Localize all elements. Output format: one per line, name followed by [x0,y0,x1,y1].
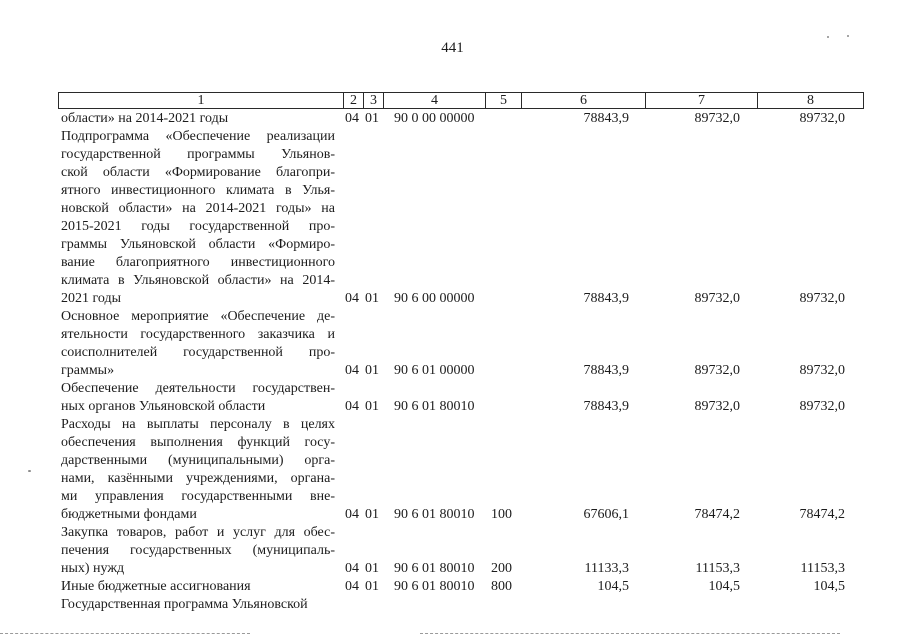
description-line: граммы Ульяновской области «Формиро- [61,237,335,252]
amount-col-6: 78843,9 [583,399,629,414]
description-line: нами, казёнными учреждениями, органа- [61,471,335,486]
description-line: Государственная программа Ульяновской [61,597,308,612]
column-header-2: 2 [344,93,364,109]
amount-col-8: 89732,0 [799,111,845,126]
column-header-1: 1 [59,93,344,109]
subsection-code: 01 [365,111,379,126]
row-description [61,596,335,614]
target-article-code: 90 6 01 00000 [394,363,475,378]
row-description [61,380,335,416]
expense-type-code: 100 [491,507,512,522]
description-line: бюджетными фондами [61,507,197,522]
amount-col-8: 89732,0 [799,399,845,414]
table-row [0,380,905,416]
subsection-code: 01 [365,561,379,576]
section-code: 04 [345,579,359,594]
amount-col-6: 67606,1 [583,507,629,522]
amount-col-7: 89732,0 [694,291,740,306]
amount-col-7: 89732,0 [694,111,740,126]
description-line: дарственными (муниципальными) орга- [61,453,335,468]
description-line: 2015-2021 годы государственной про- [61,219,335,234]
scan-speck [28,470,31,472]
description-line: ской области «Формирование благопри- [61,165,335,180]
column-header-6: 6 [522,93,646,109]
row-description [61,578,335,596]
section-code: 04 [345,561,359,576]
table-row [0,128,905,308]
scan-speck [847,35,849,37]
description-line: соисполнителей государственной про- [61,345,335,360]
row-description [61,308,335,380]
section-code: 04 [345,111,359,126]
expense-type-code: 200 [491,561,512,576]
subsection-code: 01 [365,507,379,522]
expense-type-code: 800 [491,579,512,594]
subsection-code: 01 [365,363,379,378]
section-code: 04 [345,399,359,414]
description-line: Подпрограмма «Обеспечение реализации [61,129,335,144]
description-line: вание благоприятного инвестиционного [61,255,335,270]
description-line: Основное мероприятие «Обеспечение де- [61,309,335,324]
description-line: обеспечения выполнения функций госу- [61,435,335,450]
amount-col-7: 11153,3 [695,561,740,576]
target-article-code: 90 6 01 80010 [394,399,475,414]
target-article-code: 90 6 01 80010 [394,507,475,522]
subsection-code: 01 [365,579,379,594]
footer-dashed-rule [420,633,840,634]
description-line: области» на 2014-2021 годы [61,111,229,126]
description-line: граммы» [61,363,115,378]
amount-col-7: 104,5 [708,579,740,594]
description-line: Обеспечение деятельности государствен- [61,381,335,396]
section-code: 04 [345,291,359,306]
description-line: новской области» на 2014-2021 годы» на [61,201,335,216]
target-article-code: 90 6 01 80010 [394,561,475,576]
amount-col-8: 11153,3 [800,561,845,576]
amount-col-8: 89732,0 [799,363,845,378]
column-header-5: 5 [486,93,522,109]
row-description [61,110,335,128]
description-line: 2021 годы [61,291,122,306]
amount-col-7: 78474,2 [694,507,740,522]
table-row [0,578,905,596]
description-line: Закупка товаров, работ и услуг для обес- [61,525,335,540]
description-line: климата в Ульяновской области» на 2014- [61,273,335,288]
description-line: Иные бюджетные ассигнования [61,579,251,594]
section-code: 04 [345,363,359,378]
column-header-7: 7 [646,93,758,109]
column-header-table [58,92,864,109]
section-code: 04 [345,507,359,522]
target-article-code: 90 0 00 00000 [394,111,475,126]
amount-col-6: 104,5 [597,579,629,594]
description-line: печения государственных (муниципаль- [61,543,335,558]
description-line: ятельности государственного заказчика и [61,327,335,342]
amount-col-8: 104,5 [813,579,845,594]
description-line: Расходы на выплаты персоналу в целях [61,417,335,432]
amount-col-8: 78474,2 [799,507,845,522]
amount-col-7: 89732,0 [694,363,740,378]
description-line: ных) нужд [61,561,125,576]
target-article-code: 90 6 00 00000 [394,291,475,306]
column-header-3: 3 [364,93,384,109]
description-line: государственной программы Ульянов- [61,147,335,162]
table-row [0,308,905,380]
amount-col-6: 78843,9 [583,111,629,126]
target-article-code: 90 6 01 80010 [394,579,475,594]
page-number: 441 [441,40,464,56]
amount-col-6: 11133,3 [584,561,629,576]
table-row [0,524,905,578]
row-description [61,416,335,524]
column-header-4: 4 [384,93,486,109]
amount-col-6: 78843,9 [583,291,629,306]
table-row [0,110,905,128]
table-row [0,596,905,614]
row-description [61,524,335,578]
table-row [0,416,905,524]
footer-dashed-rule [0,633,250,634]
amount-col-8: 89732,0 [799,291,845,306]
amount-col-7: 89732,0 [694,399,740,414]
subsection-code: 01 [365,291,379,306]
scan-speck [827,36,829,38]
description-line: ятного инвестиционного климата в Улья- [61,183,335,198]
amount-col-6: 78843,9 [583,363,629,378]
column-header-8: 8 [758,93,864,109]
description-line: ных органов Ульяновской области [61,399,266,414]
row-description [61,128,335,308]
subsection-code: 01 [365,399,379,414]
description-line: ми управления государственными вне- [61,489,335,504]
